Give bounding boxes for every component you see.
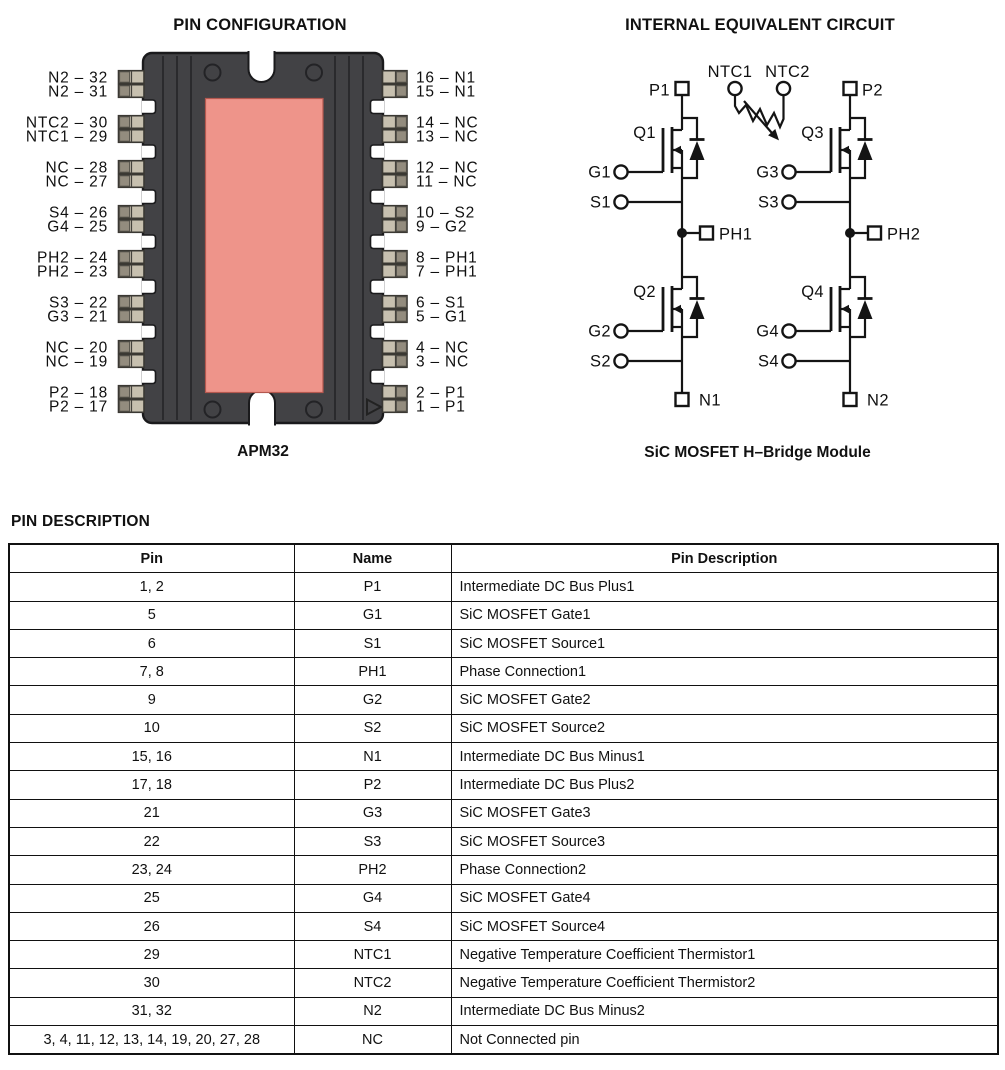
table-header — [9, 544, 998, 573]
pin-cell: 23, 24 — [9, 856, 294, 884]
transistor-label: Q4 — [801, 283, 824, 301]
table-row — [9, 884, 998, 912]
pin-lead — [383, 206, 408, 219]
pin-label: 8 – PH1 — [416, 249, 478, 267]
terminal-label: N1 — [699, 391, 721, 410]
terminal-label: PH2 — [887, 225, 921, 244]
transistor-label: Q1 — [633, 124, 656, 142]
pin-label: S3 – 22 — [48, 294, 108, 312]
pin-label: G4 – 25 — [47, 218, 108, 236]
pin-label: P2 – 17 — [48, 398, 108, 416]
half-bridge — [756, 82, 920, 410]
table-row — [9, 714, 998, 742]
pin-lead — [119, 175, 145, 188]
pin-cell: 31, 32 — [9, 997, 294, 1025]
edge-recess — [142, 370, 156, 384]
table-row — [9, 601, 998, 629]
pin-cell: 15, 16 — [9, 743, 294, 771]
terminal-label: NTC2 — [765, 63, 810, 81]
ntc-thermistor — [708, 63, 810, 140]
terminal-circle — [782, 165, 795, 178]
pin-label: 4 – NC — [416, 339, 470, 357]
pin-lead — [383, 400, 408, 413]
terminal-square — [676, 393, 689, 406]
terminal-circle — [614, 195, 627, 208]
terminal-circle — [614, 354, 627, 367]
pin-label: NC – 28 — [45, 159, 108, 177]
description-cell: Phase Connection2 — [451, 856, 998, 884]
name-cell: G2 — [294, 686, 451, 714]
name-cell: N1 — [294, 743, 451, 771]
pin-lead — [383, 310, 408, 323]
terminal-label: G3 — [756, 163, 779, 182]
description-cell: Intermediate DC Bus Minus2 — [451, 997, 998, 1025]
pin-label: N2 – 31 — [48, 83, 108, 101]
description-cell: Not Connected pin — [451, 1026, 998, 1055]
pin-lead — [383, 341, 408, 354]
name-cell: S3 — [294, 827, 451, 855]
table-row — [9, 912, 998, 940]
edge-recess — [142, 100, 156, 114]
pin-lead — [119, 251, 145, 264]
terminal-square — [844, 82, 857, 95]
pin-lead — [383, 71, 408, 84]
description-cell: SiC MOSFET Source2 — [451, 714, 998, 742]
pin-cell: 30 — [9, 969, 294, 997]
terminal-label: N2 — [867, 391, 889, 410]
description-cell: SiC MOSFET Source4 — [451, 912, 998, 940]
pin-cell: 10 — [9, 714, 294, 742]
name-cell: NTC1 — [294, 941, 451, 969]
pin-cell: 1, 2 — [9, 573, 294, 601]
table-row — [9, 997, 998, 1025]
half-bridge — [588, 82, 752, 410]
description-cell: Phase Connection1 — [451, 658, 998, 686]
pin-label: 16 – N1 — [416, 69, 476, 87]
pin-cell: 22 — [9, 827, 294, 855]
edge-recess — [371, 145, 385, 159]
name-cell: P2 — [294, 771, 451, 799]
table-row — [9, 827, 998, 855]
pin-label: 2 – P1 — [416, 384, 466, 402]
pin-lead — [119, 400, 145, 413]
table-row — [9, 743, 998, 771]
terminal-square — [844, 393, 857, 406]
pin-label: PH2 – 24 — [36, 249, 108, 267]
description-cell: SiC MOSFET Source3 — [451, 827, 998, 855]
pin-lead — [119, 71, 145, 84]
table-row — [9, 771, 998, 799]
name-cell: G1 — [294, 601, 451, 629]
mosfet-arrow-icon — [841, 305, 849, 313]
pin-lead — [119, 341, 145, 354]
body-diode-icon — [858, 300, 873, 319]
terminal-label: G1 — [588, 163, 611, 182]
pin-lead — [383, 251, 408, 264]
table-row — [9, 686, 998, 714]
pin-label: 3 – NC — [416, 353, 470, 371]
table-row — [9, 658, 998, 686]
wire — [850, 118, 865, 139]
pin-lead — [383, 161, 408, 174]
terminal-label: P1 — [649, 81, 670, 100]
terminal-label: P2 — [862, 81, 883, 100]
pin-label: 14 – NC — [416, 114, 479, 132]
name-cell: PH2 — [294, 856, 451, 884]
name-cell: S4 — [294, 912, 451, 940]
pin-label: 15 – N1 — [416, 83, 476, 101]
terminal-circle — [614, 324, 627, 337]
description-cell: SiC MOSFET Source1 — [451, 629, 998, 657]
thermal-pad — [206, 99, 324, 393]
table-row — [9, 799, 998, 827]
edge-recess — [142, 145, 156, 159]
pin-label: G3 – 21 — [47, 308, 108, 326]
circuit-caption: SiC MOSFET H–Bridge Module — [644, 444, 871, 461]
pin-label: 13 – NC — [416, 128, 479, 146]
table-row — [9, 969, 998, 997]
terminal-label: G4 — [756, 322, 779, 341]
transistor-label: Q3 — [801, 124, 824, 142]
pin-label: S4 – 26 — [48, 204, 108, 222]
package-name-caption: APM32 — [237, 443, 289, 460]
pin-label: PH2 – 23 — [36, 263, 108, 281]
pin-label: 5 – G1 — [416, 308, 468, 326]
edge-recess — [142, 190, 156, 204]
name-cell: G3 — [294, 799, 451, 827]
description-cell: Intermediate DC Bus Plus1 — [451, 573, 998, 601]
wire — [682, 319, 697, 337]
pin-lead — [383, 220, 408, 233]
wire — [682, 160, 697, 178]
thermistor-zigzag — [735, 95, 784, 127]
column-header-pin: Pin — [9, 544, 294, 573]
pin-lead — [119, 116, 145, 129]
mosfet-arrow-icon — [841, 146, 849, 154]
pin-description-table — [8, 543, 999, 1055]
internal-equivalent-circuit-title: INTERNAL EQUIVALENT CIRCUIT — [625, 16, 895, 34]
terminal-circle — [777, 82, 790, 95]
terminal-circle — [782, 195, 795, 208]
pin-label: 7 – PH1 — [416, 263, 478, 281]
pin-cell: 29 — [9, 941, 294, 969]
name-cell: PH1 — [294, 658, 451, 686]
pin-label: NC – 27 — [45, 173, 108, 191]
column-header-name: Name — [294, 544, 451, 573]
mosfet-arrow-icon — [673, 305, 681, 313]
pin-lead — [119, 220, 145, 233]
pin-cell: 5 — [9, 601, 294, 629]
edge-recess — [371, 100, 385, 114]
edge-recess — [371, 325, 385, 339]
description-cell: SiC MOSFET Gate2 — [451, 686, 998, 714]
table-row — [9, 856, 998, 884]
pin-cell: 17, 18 — [9, 771, 294, 799]
table-row — [9, 573, 998, 601]
terminal-circle — [782, 324, 795, 337]
pin-label: 9 – G2 — [416, 218, 468, 236]
terminal-label: PH1 — [719, 225, 753, 244]
terminal-label: S1 — [590, 193, 611, 212]
pin-cell: 3, 4, 11, 12, 13, 14, 19, 20, 27, 28 — [9, 1026, 294, 1055]
edge-recess — [142, 280, 156, 294]
pin-lead — [119, 130, 145, 143]
pin-lead — [119, 386, 145, 399]
terminal-label: S3 — [758, 193, 779, 212]
pin-lead — [383, 265, 408, 278]
pin-lead — [119, 85, 145, 98]
table-row — [9, 629, 998, 657]
name-cell: N2 — [294, 997, 451, 1025]
terminal-label: G2 — [588, 322, 611, 341]
pin-label: 6 – S1 — [416, 294, 466, 312]
pin-label: P2 – 18 — [48, 384, 108, 402]
top-notch — [249, 51, 275, 82]
pin-cell: 21 — [9, 799, 294, 827]
table-row — [9, 1026, 998, 1055]
terminal-circle — [782, 354, 795, 367]
pin-lead — [383, 85, 408, 98]
description-cell: Negative Temperature Coefficient Thermistor2 — [451, 969, 998, 997]
wire — [682, 118, 697, 139]
column-header-description: Pin Description — [451, 544, 998, 573]
description-cell: SiC MOSFET Gate1 — [451, 601, 998, 629]
description-cell: Intermediate DC Bus Minus1 — [451, 743, 998, 771]
pin-label: NTC2 – 30 — [25, 114, 108, 132]
table-row — [9, 941, 998, 969]
name-cell: NTC2 — [294, 969, 451, 997]
pin-lead — [119, 206, 145, 219]
pin-lead — [119, 265, 145, 278]
terminal-label: S4 — [758, 352, 779, 371]
terminal-label: S2 — [590, 352, 611, 371]
pin-lead — [383, 116, 408, 129]
pin-lead — [119, 161, 145, 174]
name-cell: NC — [294, 1026, 451, 1055]
pin-label: 1 – P1 — [416, 398, 466, 416]
pin-lead — [119, 296, 145, 309]
pin-label: NTC1 – 29 — [25, 128, 108, 146]
body-diode-icon — [690, 300, 705, 319]
description-cell: Intermediate DC Bus Plus2 — [451, 771, 998, 799]
edge-recess — [371, 280, 385, 294]
terminal-circle — [728, 82, 741, 95]
wire — [850, 319, 865, 337]
bottom-notch — [249, 390, 275, 426]
pin-lead — [383, 175, 408, 188]
pin-label: 11 – NC — [416, 173, 478, 191]
name-cell: S1 — [294, 629, 451, 657]
edge-recess — [371, 370, 385, 384]
mosfet-arrow-icon — [673, 146, 681, 154]
pin-description-heading: PIN DESCRIPTION — [11, 513, 151, 530]
terminal-square — [676, 82, 689, 95]
edge-recess — [371, 190, 385, 204]
description-cell: Negative Temperature Coefficient Thermistor1 — [451, 941, 998, 969]
wire — [850, 277, 865, 298]
pin-lead — [383, 130, 408, 143]
name-cell: P1 — [294, 573, 451, 601]
pin-label: 12 – NC — [416, 159, 479, 177]
pin-lead — [119, 355, 145, 368]
pin-label: N2 – 32 — [48, 69, 108, 87]
wire — [850, 160, 865, 178]
pin-label: NC – 19 — [45, 353, 108, 371]
pin-cell: 26 — [9, 912, 294, 940]
edge-recess — [371, 235, 385, 249]
pin-lead — [383, 386, 408, 399]
pin-lead — [119, 310, 145, 323]
pin-cell: 7, 8 — [9, 658, 294, 686]
description-cell: SiC MOSFET Gate3 — [451, 799, 998, 827]
edge-recess — [142, 235, 156, 249]
terminal-square — [868, 227, 881, 240]
pin-lead — [383, 296, 408, 309]
terminal-circle — [614, 165, 627, 178]
terminal-square — [700, 227, 713, 240]
edge-recess — [142, 325, 156, 339]
wire — [682, 277, 697, 298]
package-drawing — [0, 0, 490, 490]
pin-configuration-title: PIN CONFIGURATION — [173, 16, 347, 34]
pin-cell: 25 — [9, 884, 294, 912]
pin-label: 10 – S2 — [416, 204, 476, 222]
equivalent-circuit-schematic — [548, 40, 1005, 470]
pin-cell: 9 — [9, 686, 294, 714]
transistor-label: Q2 — [633, 283, 656, 301]
description-cell: SiC MOSFET Gate4 — [451, 884, 998, 912]
body-diode-icon — [690, 141, 705, 160]
terminal-label: NTC1 — [707, 63, 753, 81]
pin-lead — [383, 355, 408, 368]
name-cell: S2 — [294, 714, 451, 742]
body-diode-icon — [858, 141, 873, 160]
pin-cell: 6 — [9, 629, 294, 657]
pin-label: NC – 20 — [45, 339, 108, 357]
name-cell: G4 — [294, 884, 451, 912]
